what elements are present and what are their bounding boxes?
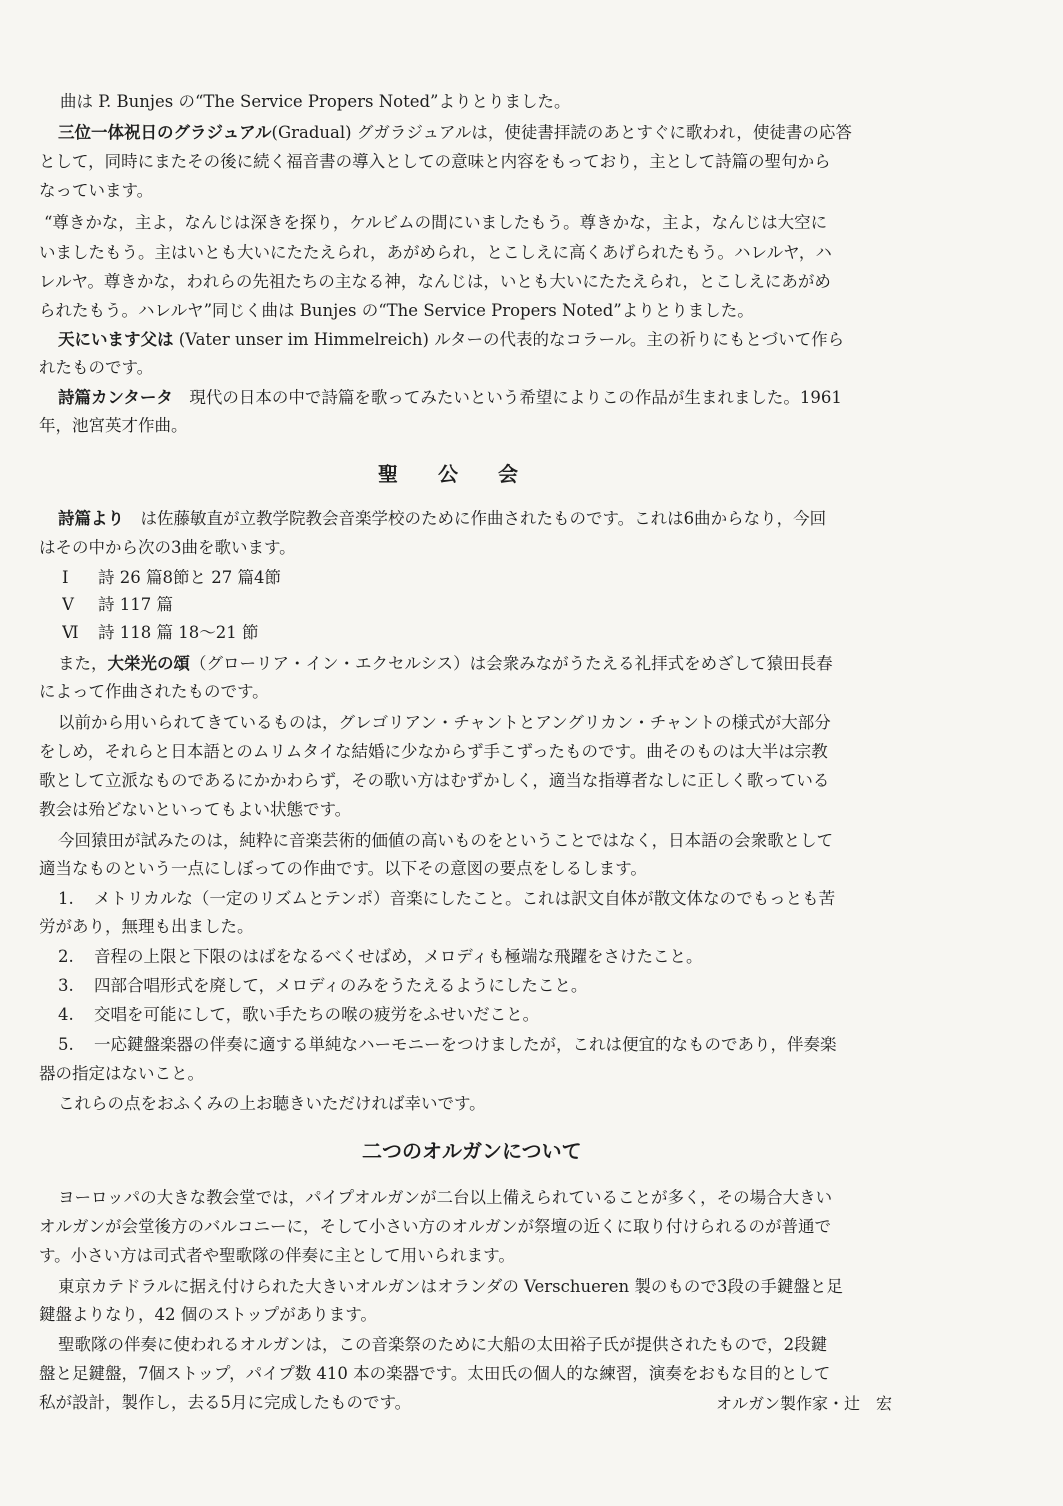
text-line: 年，池宮英才作曲。 — [39, 416, 188, 435]
text-line: 聖歌隊の伴奏に使われるオルガンは，この音楽祭のために大船の太田裕子氏が提供されたもので，2段鍵 — [58, 1335, 828, 1354]
text-line: 盤と足鍵盤，7個ストップ，パイプ数 410 本の楽器です。太田氏の個人的な練習，演奏をおもな目的として — [39, 1364, 831, 1383]
text-line: 以前から用いられてきているものは，グレゴリアン・チャントとアングリカン・チャントの様式が大部分 — [58, 713, 831, 732]
text-line: いましたもう。主はいとも大いにたたえられ，あがめられ，とこしえに高くあげられたもう。ハレルヤ，ハ — [39, 243, 832, 262]
text-line: 東京カテドラルに据え付けられた大きいオルガンはオランダの Verschueren 製のもので3段の手鍵盤と足 — [58, 1277, 843, 1296]
bold-term: 大栄光の頌 — [107, 654, 190, 673]
text-line: として，同時にまたその後に続く福音書の導入としての意味と内容をもっており，主として詩篇の聖句から — [39, 152, 831, 171]
text-line: をしめ，それらと日本語とのムリムタイな結婚に少なからず手こずったものです。曲そのものは大半は宗教 — [39, 742, 828, 761]
bold-term: 詩篇カンタータ — [58, 388, 173, 407]
text-line: “尊きかな，主よ，なんじは深きを探り，ケルビムの間にいましたもう。尊きかな，主よ，なんじは大空に — [44, 213, 828, 232]
text-line: 詩篇より は佐藤敏直が立教学院教会音楽学校のために作曲されたものです。これは6曲からなり，今回 — [58, 509, 827, 528]
list-item: 2. 音程の上限と下限のはばをなるべくせばめ，メロディも極端な飛躍をさけたこと。 — [58, 947, 703, 966]
list-item: 4. 交唱を可能にして，歌い手たちの喉の疲労をふせいだこと。 — [58, 1005, 540, 1024]
list-item: 1. メトリカルな（一定のリズムとテンポ）音楽にしたこと。これは訳文自体が散文体なのでもっとも苦 — [58, 889, 836, 908]
text-line: 天にいます父は (Vater unser im Himmelreich) ルターの代表的なコラール。主の祈りにもとづいて作ら — [58, 330, 845, 349]
text-line: ヨーロッパの大きな教会堂では，パイプオルガンが二台以上備えられていることが多く，その場合大きい — [58, 1188, 833, 1207]
text-line: これらの点をおふくみの上お聴きいただければ幸いです。 — [58, 1094, 486, 1113]
text-line: 曲は P. Bunjes の“The Service Propers Noted”よりとりました。 — [60, 92, 571, 111]
list-item: Ⅰ 詩 26 篇8節と 27 篇4節 — [62, 568, 281, 587]
text-line: 鍵盤よりなり，42 個のストップがあります。 — [39, 1305, 377, 1324]
text-line: オルガンが会堂後方のバルコニーに，そして小さい方のオルガンが祭壇の近くに取り付けられるのが普通で — [39, 1217, 831, 1236]
text-line: レルヤ。尊きかな，われらの先祖たちの主なる神，なんじは，いとも大いにたたえられ，とこしえにあがめ — [39, 272, 831, 291]
text-line: 器の指定はないこと。 — [39, 1064, 204, 1083]
text-line: 詩篇カンタータ 現代の日本の中で詩篇を歌ってみたいという希望によりこの作品が生まれました。1961 — [58, 388, 842, 407]
text-line: 私が設計，製作し，去る5月に完成したものです。 — [39, 1393, 412, 1412]
text-line: はその中から次の3曲を歌います。 — [39, 538, 296, 557]
text-line: 三位一体祝日のグラジュアル(Gradual) グガラジュアルは，使徒書拝読のあとすぐに歌われ，使徒書の応答 — [58, 123, 852, 142]
list-item: Ⅴ 詩 117 篇 — [62, 595, 173, 614]
text-line: なっています。 — [39, 181, 154, 200]
text-line: 労があり，無理も出ました。 — [39, 917, 254, 936]
bold-term: 詩篇より — [58, 509, 124, 528]
section-heading: 二つのオルガンについて — [362, 1139, 582, 1163]
text-line: 教会は殆どないといってもよい状態です。 — [39, 800, 352, 819]
bold-term: 天にいます父は — [58, 330, 174, 349]
text-line: られたもう。ハレルヤ”同じく曲は Bunjes の“The Service Propers Noted”よりとりました。 — [39, 301, 754, 320]
section-heading: 聖 公 会 — [378, 462, 518, 486]
text-line: 適当なものという一点にしぼっての作曲です。以下その意図の要点をしるします。 — [39, 859, 647, 878]
list-item: Ⅵ 詩 118 篇 18～21 節 — [62, 623, 259, 642]
text-line: によって作曲されたものです。 — [39, 682, 269, 701]
list-item: 5. 一応鍵盤楽器の伴奏に適する単純なハーモニーをつけましたが，これは便宜的なものであり，伴奏楽 — [58, 1035, 837, 1054]
text-line: 歌として立派なものであるにかかわらず，その歌い方はむずかしく，適当な指導者なしに正しく歌っている — [39, 771, 830, 790]
list-item: 3. 四部合唱形式を廃して，メロディのみをうたえるようにしたこと。 — [58, 976, 588, 995]
text-line: また，大栄光の頌（グローリア・イン・エクセルシス）は会衆みながうたえる礼拝式をめざして猿田長春 — [58, 654, 833, 673]
bold-term: 三位一体祝日のグラジュアル — [58, 123, 272, 142]
text-line: 今回猿田が試みたのは，純粋に音楽芸術的価値の高いものをということではなく，日本語の会衆歌として — [58, 831, 834, 850]
author-signature: オルガン製作家・辻 宏 — [716, 1394, 893, 1413]
text-line: れたものです。 — [39, 358, 154, 377]
text-line: す。小さい方は司式者や聖歌隊の伴奏に主として用いられます。 — [39, 1246, 515, 1265]
